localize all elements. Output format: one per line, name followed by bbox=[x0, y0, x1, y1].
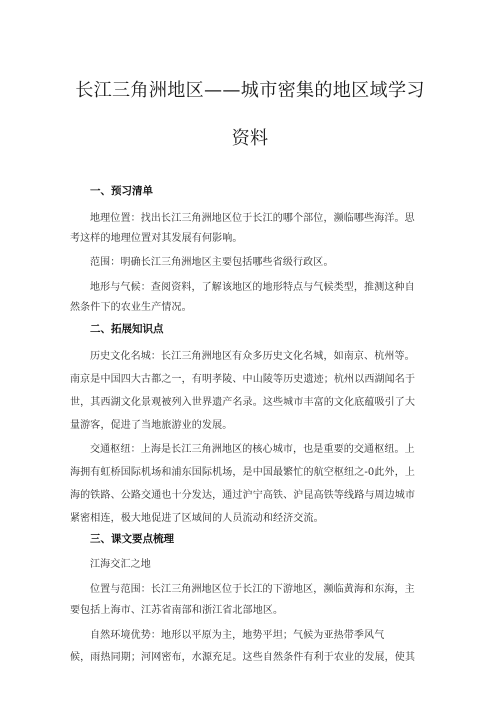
paragraph-line: 地形与气候：查阅资料，了解该地区的地形特点与气候类型，推测这种自 bbox=[90, 282, 415, 293]
section-heading: 一、预习清单 bbox=[90, 185, 153, 197]
section-heading: 二、拓展知识点 bbox=[90, 323, 164, 335]
paragraph-line: 候，雨热同期；河网密布，水源充足。这些自然条件有利于农业的发展，使其 bbox=[70, 652, 416, 663]
paragraph-line: 海拥有虹桥国际机场和浦东国际机场，是中国最繁忙的航空枢纽之-0此外，上 bbox=[70, 467, 415, 478]
paragraph-line: 范围：明确长江三角洲地区主要包括哪些省级行政区。 bbox=[90, 257, 334, 268]
paragraph-line: 交通枢纽：上海是长江三角洲地区的核心城市，也是重要的交通枢纽。上 bbox=[90, 444, 415, 455]
section-heading: 三、课文要点梳理 bbox=[90, 533, 174, 545]
paragraph-line: 位置与范围：长江三角洲地区位于长江的下游地区，濒临黄海和东海，主 bbox=[90, 584, 415, 595]
subheading: 江海交汇之地 bbox=[90, 559, 151, 570]
document-title-continued: 资料 bbox=[231, 128, 269, 149]
paragraph-line: 量游客，促进了当地旅游业的发展。 bbox=[70, 420, 233, 431]
paragraph-line: 紧密相连，极大地促进了区域间的人员流动和经济交流。 bbox=[70, 513, 324, 524]
paragraph-line: 世，其西湖文化景观被列入世界遗产名录。这些城市丰富的文化底蕴吸引了大 bbox=[70, 397, 416, 408]
paragraph-line: 自然环境优势：地形以平原为主，地势平坦；气候为亚热带季风气 bbox=[90, 630, 385, 641]
paragraph-line: 海的铁路、公路交通也十分发达，通过沪宁高铁、沪昆高铁等线路与周边城市 bbox=[70, 490, 416, 501]
paragraph-line: 南京是中国四大古都之一，有明孝陵、中山陵等历史遗迹；杭州以西湖闻名于 bbox=[70, 374, 416, 385]
document-title: 长江三角洲地区——城市密集的地区域学习 bbox=[75, 80, 425, 101]
paragraph-line: 要包括上海市、江苏省南部和浙江省北部地区。 bbox=[70, 605, 284, 616]
paragraph-line: 历史文化名城：长江三角洲地区有众多历史文化名城，如南京、杭州等。 bbox=[90, 351, 415, 362]
paragraph-line: 考这样的地理位置对其发展有何影响。 bbox=[70, 233, 243, 244]
paragraph-line: 地理位置：找出长江三角洲地区位于长江的哪个部位，濒临哪些海洋。思 bbox=[90, 213, 415, 224]
paragraph-line: 然条件下的农业生产情况。 bbox=[70, 302, 192, 313]
